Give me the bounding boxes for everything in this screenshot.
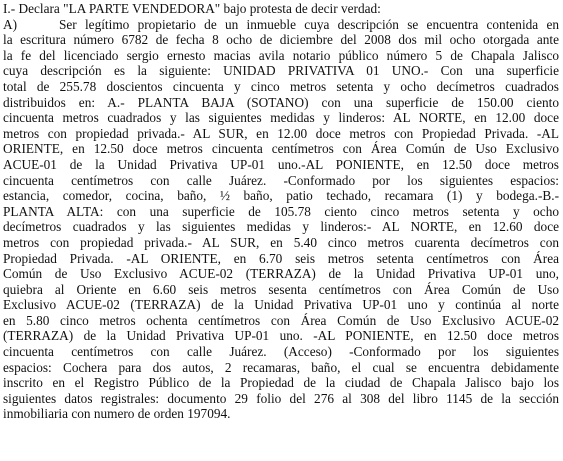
- paragraph-line-3: la fe del licenciado sergio ernesto macias avila notario público número 5 de Chapala Jalisco: [3, 47, 559, 63]
- paragraph-line-8: metros con propiedad privada.- AL SUR, en 12.00 doce metros con Propiedad Privada. -AL: [3, 125, 559, 141]
- paragraph-line-13: PLANTA ALTA: con una superficie de 105.78 ciento cinco metros setenta y ocho: [3, 203, 559, 219]
- paragraph-line-19: Exclusivo ACUE-02 (TERRAZA) de la Unidad Privativa UP-01 uno y continúa al norte: [3, 297, 559, 313]
- paragraph-line-15: metros con propiedad privada.- AL SUR, en 5.40 cinco metros cuarenta decímetros con: [3, 234, 559, 250]
- paragraph-line-7: cincuenta metros cuadrados y las siguientes medidas y linderos: AL NORTE, en 12.00 doce: [3, 110, 559, 126]
- paragraph-line-9: ORIENTE, en 12.50 doce metros cincuenta centímetros con Área Común de Uso Exclusivo: [3, 141, 559, 157]
- paragraph-line-18: quiebra al Oriente en 6.60 seis metros sesenta centímetros con Área Común de Uso: [3, 281, 559, 297]
- paragraph-line-16: Propiedad Privada. -AL ORIENTE, en 6.70 seis metros setenta centímetros con Área: [3, 250, 559, 266]
- declaration-heading: I.- Declara "LA PARTE VENDEDORA" bajo protesta de decir verdad:: [3, 1, 381, 16]
- paragraph-line-21: (TERRAZA) de la Unidad Privativa UP-01 uno. -AL PONIENTE, en 12.50 doce metros: [3, 328, 559, 344]
- paragraph-line-22: cincuenta centímetros con calle Juárez. (Acceso) -Conformado por los siguientes: [3, 344, 559, 360]
- paragraph-line-14: decímetros cuadrados y las siguientes medidas y linderos:- AL NORTE, en 12.60 doce: [3, 219, 559, 235]
- paragraph-line-25: siguientes datos registrales: documento 29 folio del 276 al 308 del libro 1145 de la sección: [3, 390, 559, 406]
- paragraph-line-26: inmobiliaria con numero de orden 197094.: [3, 406, 231, 422]
- paragraph-line-1: [3, 17, 559, 33]
- paragraph-line-24: inscrito en el Registro Público de la Propiedad de la ciudad de Chapala Jalisco bajo los: [3, 375, 559, 391]
- paragraph-line-10: ACUE-01 de la Unidad Privativa UP-01 uno.-AL PONIENTE, en 12.50 doce metros: [3, 156, 559, 172]
- paragraph-line-20: en 5.80 cinco metros ochenta centímetros con Área Común de Uso Exclusivo ACUE-02: [3, 312, 559, 328]
- paragraph-text: Ser legítimo propietario de un inmueble cuya descripción se encuentra contenida en: [59, 16, 559, 32]
- paragraph-marker: A): [3, 16, 18, 32]
- paragraph-line-5: total de 255.78 doscientos cincuenta y cinco metros setenta y ocho decímetros cuadrados: [3, 78, 559, 94]
- paragraph-line-4: cuya descripción es la siguiente: UNIDAD PRIVATIVA 01 UNO.- Con una superficie: [3, 63, 559, 79]
- paragraph-line-6: distribuidos en: A.- PLANTA BAJA (SOTANO) con una superficie de 150.00 ciento: [3, 94, 559, 110]
- paragraph-line-11: cincuenta centímetros con calle Juárez. -Conformado por los siguientes espacios:: [3, 172, 559, 188]
- paragraph-line-12: estancia, comedor, cocina, baño, ½ baño, patio techado, recamara (1) y bodega.-B.-: [3, 188, 559, 204]
- paragraph-line-17: Común de Uso Exclusivo ACUE-02 (TERRAZA) de la Unidad Privativa UP-01 uno,: [3, 266, 559, 282]
- paragraph-line-2: la escritura número 6782 de fecha 8 ocho de diciembre del 2008 dos mil ocho otorgada ante: [3, 32, 559, 48]
- paragraph-line-23: espacios: Cochera para dos autos, 2 recamaras, baño, el cual se encuentra debidamente: [3, 359, 559, 375]
